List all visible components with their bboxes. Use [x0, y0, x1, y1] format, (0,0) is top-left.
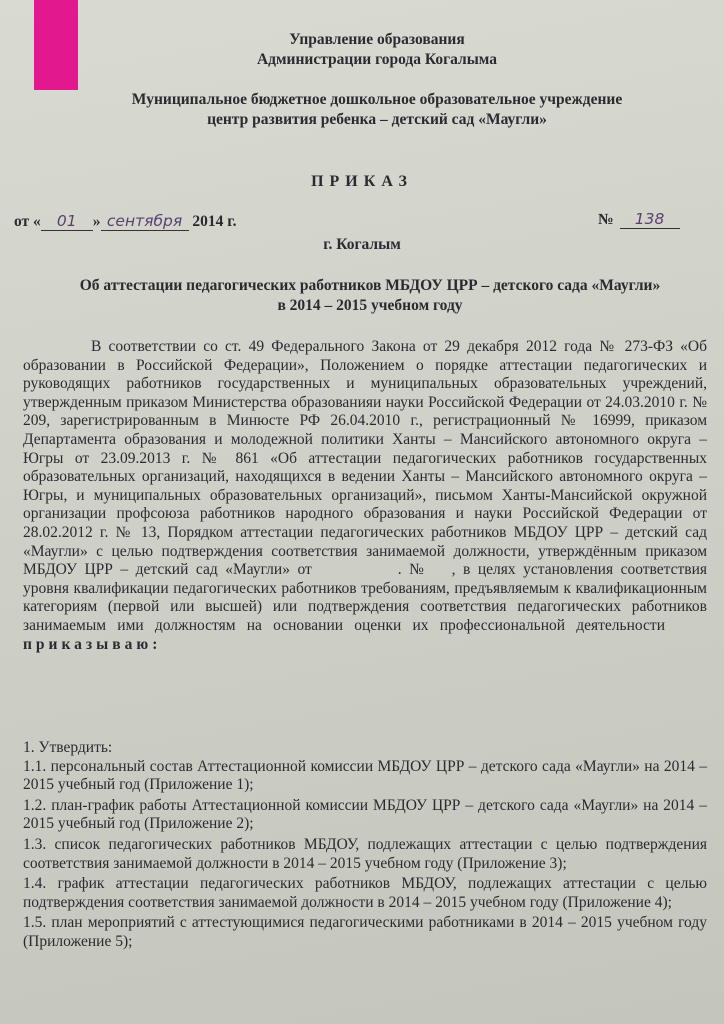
date-month-handwritten: сентября — [101, 212, 189, 231]
preamble-part-1: В соответствии со ст. 49 Федерального Закона от 29 декабря 2012 года № 273-ФЗ «Об образовании в Российской Федерации», Положением о порядке аттестации педагогических и руководящих работников государственных и муниципальных образовательных учреждений, утвержденным приказом Министерства образованияи науки Российской Федерации от 24.03.2010 г. № 209, зарегистрированным в Минюсте РФ 26.04.2010 г., регистрационный № 16999, приказом Департамента образования и молодежной политики Ханты – Мансийского автономного округа – Югры от 23.09.2013 г. № 861 «Об аттестации педагогических работников государственных образовательных организаций, находящихся в ведении Ханты – Мансийского автономного округа – Югры, и муниципальных образовательных организаций», письмом Ханты-Мансийской окружной организации профсоюза работников народного образования и науки Российской Федерации от 28.02.2012 г. № 13, Порядком аттестации педагогических работников МБДОУ ЦРР – детский сад «Маугли» с целью подтверждения соответствия занимаемой должности, утверждённым приказом МБДОУ ЦРР – детский сад «Маугли» от — [23, 338, 707, 579]
date-quote: » — [92, 213, 101, 230]
preamble-paragraph — [23, 338, 707, 654]
subject-line-2: в 2014 – 2015 учебном году — [277, 297, 463, 314]
date-day-handwritten: 01 — [41, 212, 93, 231]
subject-line-1: Об аттестации педагогических работников МБДОУ ЦРР – детского сада «Маугли» — [79, 277, 661, 294]
list-item: 1.1. персональный состав Аттестационной комиссии МБДОУ ЦРР – детского сада «Маугли» на 2014 – 2015 учебный год (Приложение 1); — [23, 757, 707, 794]
preamble — [23, 338, 707, 654]
order-number-handwritten: 138 — [620, 210, 680, 229]
preamble-part-2: . № — [397, 561, 428, 579]
header-institution — [15, 90, 724, 130]
header-line-1: Управление образования — [289, 31, 465, 48]
header-line-4: центр развития ребенка – детский сад «Маугли» — [207, 111, 547, 128]
date-year: 2014 г. — [188, 213, 237, 230]
header-line-3: Муниципальное бюджетное дошкольное образовательное учреждение — [131, 91, 623, 108]
order-word: приказываю: — [23, 635, 162, 653]
list-item: 1.4. график аттестации педагогических работников МБДОУ, подлежащих аттестации с целью подтверждения соответствия занимаемой должности в 2014 – 2015 учебном году (Приложение 4); — [23, 875, 707, 911]
list-item: 1.5. план мероприятий с аттестующимися педагогическими работниками в 2014 – 2015 учебном году (Приложение 5); — [23, 914, 707, 950]
order-date — [14, 212, 236, 231]
list-item: 1.3. список педагогических работников МБДОУ, подлежащих аттестации с целью подтверждения соответствия занимаемой должности в 2014 – 2015 учебном году (Приложение 3); — [23, 835, 707, 872]
list-item: 1.2. план-график работы Аттестационной комиссии МБДОУ ЦРР – детского сада «Маугли» на 2014 – 2015 учебный год (Приложение 2); — [23, 796, 707, 833]
list-heading: 1. Утвердить: — [23, 739, 113, 756]
header-authority — [15, 30, 724, 70]
order-number — [598, 210, 680, 229]
order-subject — [10, 276, 724, 316]
order-number-label: № — [598, 211, 614, 228]
preamble-part-3: , в целях установления соответствия уровня квалификации педагогических работников требованиям, предъявляемым к квалификационным категориям (первой или высшей) или подтверждения соответствия педагогических работников занимаемым ими должностям на основании оценки их профессиональной деятельности — [23, 561, 707, 634]
resolution-list — [23, 739, 707, 954]
document-title: ПРИКАЗ — [311, 173, 413, 190]
date-prefix: от « — [14, 213, 41, 230]
header-line-2: Администрации города Когалыма — [256, 51, 498, 68]
city: г. Когалым — [323, 236, 401, 253]
